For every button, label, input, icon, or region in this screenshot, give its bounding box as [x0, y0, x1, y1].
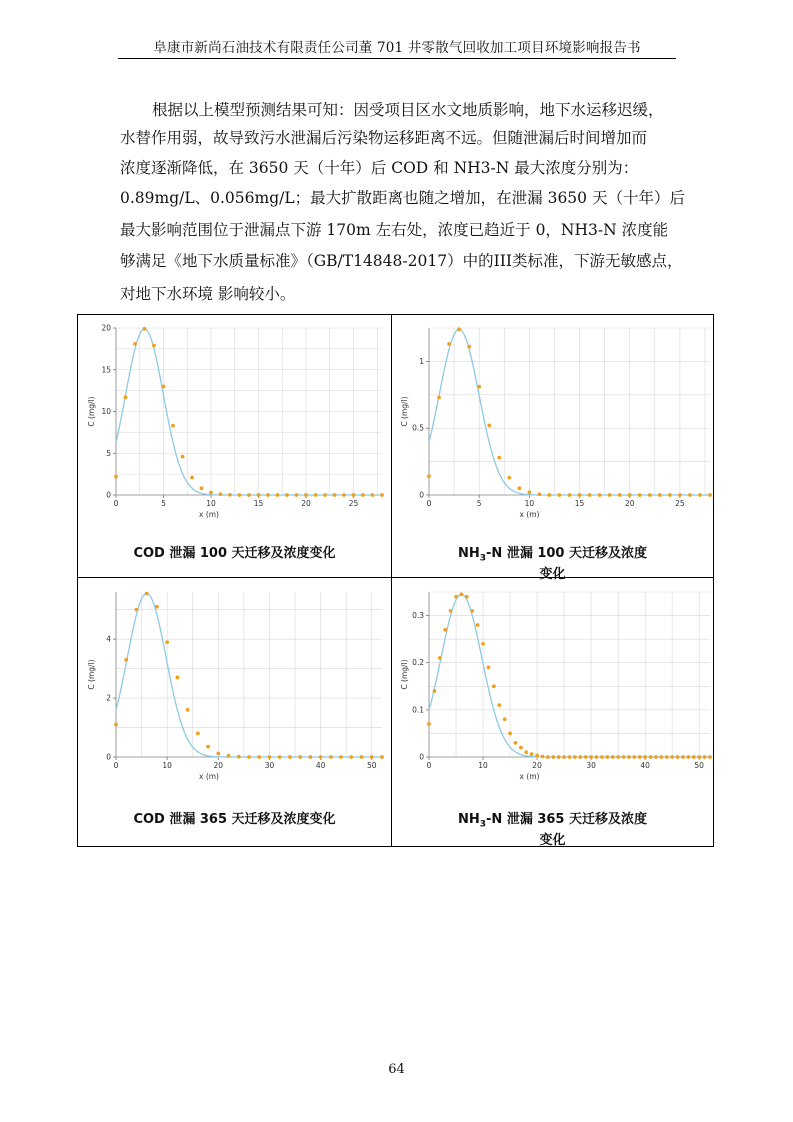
data-point — [266, 493, 270, 497]
data-point — [349, 755, 353, 759]
header-rule — [118, 58, 676, 59]
data-point — [665, 755, 669, 759]
data-point — [508, 732, 512, 736]
data-point — [333, 493, 337, 497]
data-point — [433, 689, 437, 693]
x-tick-label: 25 — [348, 499, 359, 508]
y-tick-label: 0.3 — [412, 611, 424, 621]
y-tick-label: 0.2 — [412, 658, 424, 668]
data-point — [438, 656, 442, 660]
data-point — [124, 395, 128, 399]
data-point — [638, 755, 642, 759]
data-point — [568, 493, 572, 497]
x-tick-label: 50 — [366, 761, 377, 770]
data-point — [304, 493, 308, 497]
data-point — [638, 493, 642, 497]
data-point — [339, 755, 343, 759]
data-point — [175, 676, 179, 680]
data-point — [562, 755, 566, 759]
data-point — [676, 755, 680, 759]
data-point — [616, 755, 620, 759]
data-point — [551, 755, 555, 759]
x-tick-label: 10 — [162, 761, 172, 770]
y-axis-label: C (mg/l) — [87, 659, 96, 690]
y-tick-label: 10 — [101, 407, 111, 416]
data-point — [143, 327, 147, 331]
data-point — [697, 755, 701, 759]
data-point — [589, 755, 593, 759]
data-point — [507, 476, 511, 480]
caption-text: NH — [457, 812, 480, 827]
data-point — [114, 475, 118, 479]
data-point — [268, 755, 272, 759]
data-point — [622, 755, 626, 759]
data-point — [352, 493, 356, 497]
data-point — [190, 476, 194, 480]
y-axis-label: C (mg/l) — [400, 396, 409, 427]
data-point — [668, 493, 672, 497]
data-point — [548, 493, 552, 497]
chart-nh3n-365-days — [397, 584, 712, 787]
concentration-curve — [116, 593, 382, 757]
data-point — [319, 755, 323, 759]
data-point — [124, 658, 128, 662]
caption-text: -N 泄漏 100 天迁移及浓度 — [486, 546, 648, 561]
data-point — [314, 493, 318, 497]
paragraph-line: 水替作用弱，故导致污水泄漏后污染物运移距离不远。但随泄漏后时间增加而 — [120, 129, 648, 147]
data-point — [228, 493, 232, 497]
x-axis-label: x (m) — [519, 772, 540, 781]
paragraph-line: 够满足《地下水质量标准》（GB/T14848-2017）中的III类标准，下游无敏感点， — [120, 252, 683, 270]
data-point — [698, 493, 702, 497]
data-point — [649, 755, 653, 759]
concentration-curve — [116, 329, 382, 495]
data-point — [481, 642, 485, 646]
caption-nh3n-365 — [392, 812, 713, 849]
data-point — [568, 755, 572, 759]
x-axis-label: x (m) — [199, 772, 219, 781]
data-point — [643, 755, 647, 759]
data-point — [227, 754, 231, 758]
concentration-curve — [429, 329, 710, 495]
caption-subscript: 3 — [479, 819, 487, 830]
data-point — [171, 424, 175, 428]
data-point — [588, 493, 592, 497]
y-tick-label: 5 — [106, 448, 111, 458]
data-point — [298, 755, 302, 759]
caption-subscript: 3 — [479, 553, 487, 564]
data-point — [219, 492, 223, 496]
data-point — [578, 493, 582, 497]
paragraph-line: 最大影响范围位于泄漏点下游 170m 左右处，浓度已趋近于 0，NH3-N 浓度能 — [120, 221, 669, 239]
y-axis-label: C (mg/l) — [87, 396, 96, 427]
data-point — [558, 493, 562, 497]
data-point — [247, 493, 251, 497]
data-point — [285, 493, 289, 497]
y-tick-label: 0.1 — [412, 705, 424, 715]
data-point — [618, 493, 622, 497]
data-point — [206, 745, 210, 749]
x-tick-label: 20 — [301, 499, 311, 508]
data-point — [155, 605, 159, 609]
data-point — [611, 755, 615, 759]
y-tick-label: 2 — [106, 693, 111, 703]
data-point — [145, 592, 149, 596]
data-point — [527, 490, 531, 494]
y-tick-label: 0 — [419, 490, 424, 500]
data-point — [608, 493, 612, 497]
data-point — [371, 493, 375, 497]
data-point — [678, 493, 682, 497]
data-point — [628, 493, 632, 497]
x-tick-label: 0 — [426, 499, 432, 508]
data-point — [535, 754, 539, 758]
data-point — [688, 493, 692, 497]
x-tick-label: 15 — [253, 499, 264, 508]
x-axis-label: x (m) — [519, 510, 540, 519]
data-point — [497, 456, 501, 460]
data-point — [427, 474, 431, 478]
y-tick-label: 15 — [101, 365, 111, 375]
data-point — [200, 486, 204, 490]
data-point — [476, 623, 480, 627]
chart-cod-100-days — [84, 320, 384, 525]
y-tick-label: 0.5 — [412, 423, 424, 433]
data-point — [648, 493, 652, 497]
y-tick-label: 4 — [106, 634, 111, 644]
concentration-curve — [429, 594, 710, 757]
data-point — [658, 493, 662, 497]
data-point — [181, 455, 185, 459]
data-point — [659, 755, 663, 759]
x-tick-label: 0 — [113, 499, 119, 508]
data-point — [467, 345, 471, 349]
chart-cod-365-days — [84, 584, 384, 787]
data-point — [692, 755, 696, 759]
data-point — [600, 755, 604, 759]
y-tick-label: 0 — [419, 752, 424, 762]
caption-nh3n-100 — [392, 546, 713, 583]
document-header: 阜康市新尚石油技术有限责任公司董 701 井零散气回收加工项目环境影响报告书 — [153, 40, 641, 56]
y-tick-label: 20 — [101, 323, 111, 333]
data-point — [598, 493, 602, 497]
data-point — [487, 666, 491, 670]
y-tick-label: 0 — [106, 752, 111, 762]
chart-nh3n-100-days — [397, 320, 712, 525]
y-axis-label: C (mg/l) — [400, 659, 409, 690]
data-point — [454, 595, 458, 599]
x-tick-label: 20 — [624, 499, 635, 508]
data-point — [686, 755, 690, 759]
data-point — [578, 755, 582, 759]
data-point — [632, 755, 636, 759]
paragraph-line: 根据以上模型预测结果可知：因受项目区水文地质影响，地下水运移迟缓， — [152, 101, 664, 119]
data-point — [708, 493, 712, 497]
data-point — [238, 493, 242, 497]
data-point — [492, 684, 496, 688]
data-point — [165, 640, 169, 644]
data-point — [487, 424, 491, 428]
data-point — [380, 755, 384, 759]
data-point — [247, 755, 251, 759]
data-point — [530, 752, 534, 756]
x-tick-label: 5 — [161, 499, 166, 508]
data-point — [449, 609, 453, 613]
data-point — [209, 491, 213, 495]
x-tick-label: 10 — [206, 499, 216, 508]
data-point — [627, 755, 631, 759]
data-point — [465, 595, 469, 599]
data-point — [595, 755, 599, 759]
data-point — [437, 396, 441, 400]
data-point — [503, 717, 507, 721]
data-point — [427, 722, 431, 726]
data-point — [519, 746, 523, 750]
data-point — [470, 609, 474, 613]
data-point — [605, 755, 609, 759]
data-point — [114, 723, 118, 727]
x-tick-label: 0 — [113, 761, 119, 770]
data-point — [278, 755, 282, 759]
x-tick-label: 50 — [694, 761, 704, 770]
data-point — [447, 342, 451, 346]
data-point — [276, 493, 280, 497]
data-point — [537, 492, 541, 496]
x-tick-label: 30 — [264, 761, 275, 770]
data-point — [584, 755, 588, 759]
data-point — [541, 755, 545, 759]
data-point — [133, 342, 137, 346]
data-point — [295, 493, 299, 497]
data-point — [323, 493, 327, 497]
data-point — [708, 755, 712, 759]
data-point — [216, 752, 220, 756]
data-point — [361, 493, 365, 497]
data-point — [288, 755, 292, 759]
x-tick-label: 30 — [586, 761, 596, 770]
data-point — [703, 755, 707, 759]
data-point — [152, 344, 156, 348]
data-point — [497, 703, 501, 707]
x-tick-label: 0 — [426, 761, 432, 770]
data-point — [257, 493, 261, 497]
data-point — [514, 741, 518, 745]
paragraph-line: 0.89mg/L、0.056mg/L；最大扩散距离也随之增加，在泄漏 3650 天（十年）后 — [120, 189, 685, 207]
paragraph-line: 浓度逐渐降低，在 3650 天（十年）后 COD 和 NH3-N 最大浓度分别为： — [120, 159, 639, 177]
data-point — [477, 385, 481, 389]
x-axis-label: x (m) — [199, 510, 219, 519]
data-point — [162, 385, 166, 389]
caption-text: 变化 — [539, 832, 566, 848]
data-point — [573, 755, 577, 759]
data-point — [457, 327, 461, 331]
data-point — [517, 486, 521, 490]
data-point — [380, 493, 384, 497]
data-point — [460, 592, 464, 596]
data-point — [654, 755, 658, 759]
data-point — [135, 608, 139, 612]
data-point — [186, 708, 190, 712]
x-tick-label: 40 — [315, 761, 326, 770]
x-tick-label: 10 — [524, 499, 535, 508]
x-tick-label: 15 — [574, 499, 585, 508]
data-point — [342, 493, 346, 497]
data-point — [670, 755, 674, 759]
data-point — [681, 755, 685, 759]
y-tick-label: 0 — [106, 490, 111, 500]
data-point — [443, 628, 447, 632]
data-point — [237, 755, 241, 759]
data-point — [308, 755, 312, 759]
page-number: 64 — [388, 1062, 405, 1077]
data-point — [546, 755, 550, 759]
data-point — [370, 755, 374, 759]
caption-text: 变化 — [539, 566, 566, 582]
x-tick-label: 5 — [476, 499, 482, 508]
x-tick-label: 20 — [213, 761, 224, 770]
x-tick-label: 40 — [640, 761, 650, 770]
data-point — [196, 732, 200, 736]
data-point — [257, 755, 261, 759]
x-tick-label: 10 — [478, 761, 488, 770]
y-tick-label: 1 — [419, 356, 424, 366]
data-point — [557, 755, 561, 759]
x-tick-label: 20 — [532, 761, 542, 770]
data-point — [360, 755, 364, 759]
x-tick-label: 25 — [675, 499, 685, 508]
caption-cod-100: COD 泄漏 100 天迁移及浓度变化 — [133, 546, 336, 561]
caption-text: NH — [457, 546, 480, 561]
caption-text: -N 泄漏 365 天迁移及浓度 — [486, 812, 648, 827]
paragraph-line: 对地下水环境 影响较小。 — [120, 285, 296, 303]
data-point — [524, 750, 528, 754]
data-point — [329, 755, 333, 759]
caption-cod-365: COD 泄漏 365 天迁移及浓度变化 — [133, 812, 336, 827]
